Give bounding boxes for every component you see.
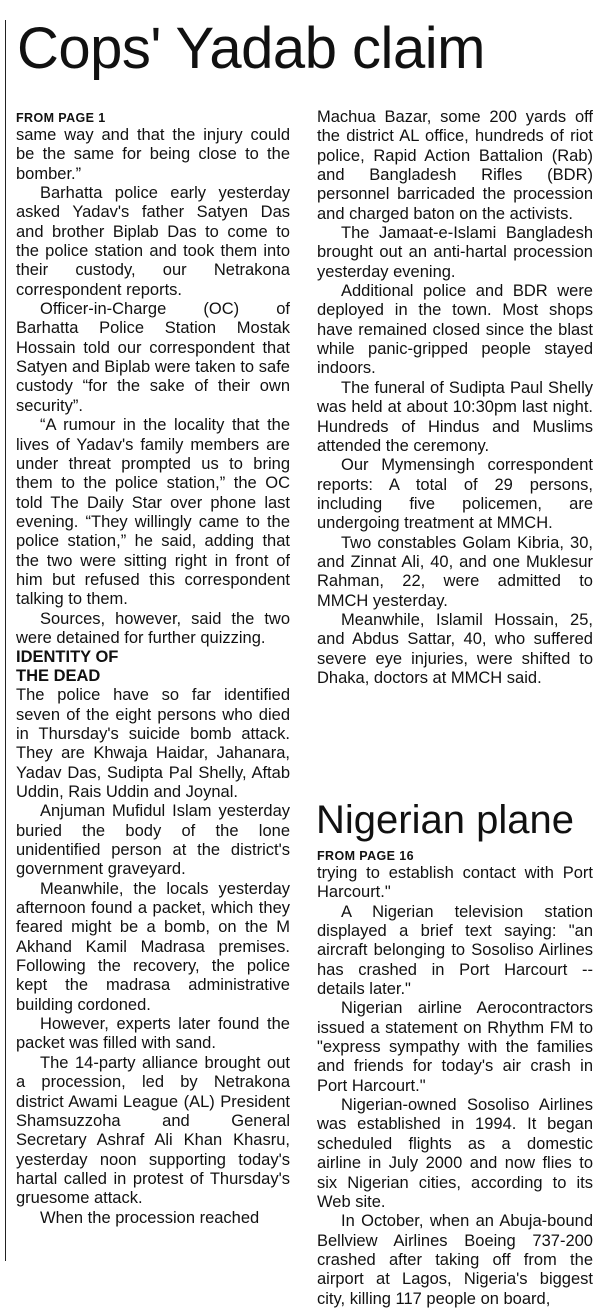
paragraph: A Nigerian television station displayed a brief text saying: "an aircraft belonging to Sosoliso Airlines has crashed in Port Harcourt -- details later." [317,902,593,999]
paragraph: Our Mymensingh correspondent reports: A total of 29 persons, including five policemen, are undergoing treatment at MMCH. [317,456,593,533]
paragraph: Machua Bazar, some 200 yards off the district AL office, hundreds of riot police, Rapid Action Battalion (Rab) and Bangladesh Rifles (BDR) personnel barricaded the procession and charged baton on the activists. [317,108,593,223]
paragraph: Officer-in-Charge (OC) of Barhatta Police Station Mostak Hossain told our correspondent that Satyen and Biplab were taken to safe custody “for the sake of their own security”. [16,300,290,415]
story-headline-2: Nigerian plane [316,798,574,842]
paragraph: The Jamaat-e-Islami Bangladesh brought out an anti-hartal procession yesterday evening. [317,224,593,281]
story-headline: Cops' Yadab claim [17,16,485,81]
paragraph: Nigerian-owned Sosoliso Airlines was established in 1994. It began scheduled flights as a domestic airline in July 2000 and now flies to six Nigerian cities, according to its Web site. [317,1096,593,1211]
paragraph: Meanwhile, Islamil Hossain, 25, and Abdus Sattar, 40, who suffered severe eye injuries, were shifted to Dhaka, doctors at MMCH said. [317,610,593,687]
paragraph: Two constables Golam Kibria, 30, and Zinnat Ali, 40, and one Muklesur Rahman, 22, were admitted to MMCH yesterday. [317,533,593,610]
paragraph: However, experts later found the packet was filled with sand. [16,1015,290,1053]
story-column-2 [317,108,593,758]
subhead: IDENTITY OF THE DEAD [16,648,119,686]
paragraph: Nigerian airline Aerocontractors issued a statement on Rhythm FM to "express sympathy with the families and friends for today's air crash in Port Harcourt." [317,999,593,1095]
paragraph: Anjuman Mufidul Islam yesterday buried the body of the lone unidentified person at the district's government graveyard. [16,802,290,879]
jump-label: FROM PAGE 16 [317,849,414,863]
jump-label: FROM PAGE 1 [16,111,106,125]
paragraph: Barhatta police early yesterday asked Yadav's father Satyen Das and brother Biplab Das to come to the police station and took them into their custody, our Netrakona correspondent reports. [16,184,290,299]
paragraph: When the procession reached [40,1208,260,1227]
paragraph: Additional police and BDR were deployed in the town. Most shops have remained closed since the blast while panic-gripped people stayed indoors. [317,282,593,378]
paragraph: trying to establish contact with Port Harcourt." [317,864,593,902]
paragraph: The 14-party alliance brought out a procession, led by Netrakona district Awami League (AL) President Shamsuzzoha and General Secretary Ashraf Ali Khan Khasru, yesterday noon supporting today's hartal called in protest of Thursday's gruesome attack. [16,1053,290,1208]
story-column-1 [16,108,290,1261]
paragraph: Meanwhile, the locals yesterday afternoon found a packet, which they feared might be a bomb, on the M Akhand Kamil Madrasa premises. Following the recovery, the police kept the madrasa administrative building cordoned. [16,879,290,1014]
paragraph: The funeral of Sudipta Paul Shelly was held at about 10:30pm last night. Hundreds of Hindus and Muslims attended the ceremony. [317,378,593,455]
paragraph: same way and that the injury could be the same for being close to the bomber.” [16,126,290,183]
story-column-3 [317,846,593,1308]
paragraph: “A rumour in the locality that the lives of Yadav's family members are under threat prompted us to bring them to the police station,” the OC told The Daily Star over phone last evening. “They willingly came to the police station,” he said, adding that the two were sitting right in front of him but refused this correspondent talking to them. [16,416,290,609]
paragraph: In October, when an Abuja-bound Bellview Airlines Boeing 737-200 crashed after taking off from the airport at Lagos, Nigeria's biggest city, killing 117 people on board, [317,1212,593,1308]
column-rule [5,20,6,1261]
paragraph: Sources, however, said the two were detained for further quizzing. [16,609,290,647]
paragraph: The police have so far identified seven of the eight persons who died in Thursday's suicide bomb attack. They are Khwaja Haidar, Jahanara, Yadav Das, Sudipta Pal Shelly, Aftab Uddin, Rais Uddin and Joynal. [16,686,290,801]
